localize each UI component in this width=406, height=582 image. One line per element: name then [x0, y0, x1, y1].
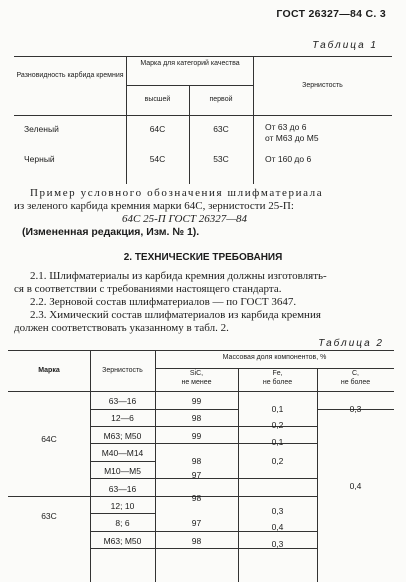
table2-header-fe-sub: не более	[262, 379, 293, 386]
table1-row-high: 64С	[149, 124, 166, 134]
table2-header-c-sub: не более	[340, 379, 371, 386]
table2-sic: 97	[191, 518, 202, 528]
table2-c: 0,3	[349, 404, 362, 414]
table1-row-grit: От 63 до 6	[265, 122, 307, 132]
table2-fe: 0,1	[271, 404, 284, 414]
table2-fe: 0,4	[271, 522, 284, 532]
paragraph-2-3-a: 2.3. Химический состав шлифматериалов из карбида кремния	[30, 309, 321, 321]
table2-sic: 98	[191, 493, 202, 503]
table2-grit: 63—16	[108, 396, 137, 406]
table1-row-kind: Зеленый	[24, 124, 59, 134]
table2-header-c: С,	[352, 370, 359, 377]
table2-header-fe: Fe,	[272, 370, 283, 377]
table2-grit: 12—6	[111, 413, 134, 423]
table2-caption: Таблица 2	[318, 338, 384, 349]
table1-header-high: высшей	[144, 96, 171, 103]
paragraph-2-1-b: ся в соответствии с требованиями настоящего стандарта.	[14, 283, 282, 295]
table1-row-first: 63С	[213, 124, 229, 134]
table2-grit: М40—М14	[101, 448, 144, 458]
table2-grit: М63; М50	[103, 431, 142, 441]
example-line-1: Пример условного обозначения шлифматериала	[30, 187, 324, 199]
table2-header-grit: Зернистость	[102, 367, 143, 374]
table2-grit: М10—М5	[104, 466, 141, 476]
table1-row-high: 54С	[149, 154, 166, 164]
table2-fe: 0,2	[271, 420, 284, 430]
table2-grit: 8; 6	[115, 518, 130, 528]
table1-row-grit: От 160 до 6	[265, 154, 312, 164]
table2-fe: 0,1	[271, 437, 284, 447]
table2-fe: 0,3	[271, 539, 284, 549]
table2-sic: 98	[191, 413, 202, 423]
table2-header-mark: Марка	[38, 367, 60, 374]
table2-grit: 12; 10	[110, 501, 135, 511]
table2-fe: 0,3	[271, 506, 284, 516]
table2-fe: 0,2	[271, 456, 284, 466]
table2-sic: 98	[191, 536, 202, 546]
table1-header-first: первой	[209, 96, 233, 103]
paragraph-2-3-b: должен соответствовать указанному в табл. 2.	[14, 322, 229, 334]
example-line-2: из зеленого карбида кремния марки 64С, зернистости 25-П:	[14, 200, 294, 212]
table2-header-sic: SiC,	[189, 370, 204, 377]
table2-sic: 99	[191, 396, 202, 406]
table1-row-grit-2: от М63 до М5	[265, 133, 319, 143]
table2-header-mass: Массовая доля компонентов, %	[222, 354, 327, 361]
section-title: 2. ТЕХНИЧЕСКИЕ ТРЕБОВАНИЯ	[123, 252, 283, 263]
table1-row-first: 53С	[213, 154, 229, 164]
table2-sic: 97	[191, 470, 202, 480]
table1-header-kind: Разновидность карбида кремния	[16, 72, 124, 79]
table1-row-kind: Черный	[24, 154, 55, 164]
table2-mark-63c: 63С	[41, 511, 57, 521]
table2-mark-64c: 64С	[41, 434, 57, 444]
table2-grit: 63—16	[108, 484, 137, 494]
paragraph-2-2: 2.2. Зерновой состав шлифматериалов — по ГОСТ 3647.	[30, 296, 297, 308]
table1-caption: Таблица 1	[312, 40, 378, 51]
table1-header-grit: Зернистость	[302, 82, 343, 89]
paragraph-2-1-a: 2.1. Шлифматериалы из карбида кремния должны изготовлять-	[30, 270, 327, 282]
table2-c: 0,4	[349, 481, 362, 491]
table2-sic: 99	[191, 431, 202, 441]
page-header: ГОСТ 26327—84 С. 3	[276, 8, 386, 20]
table2-header-sic-sub: не менее	[181, 379, 212, 386]
table2-grit: М63; М50	[103, 536, 142, 546]
table2-sic: 98	[191, 456, 202, 466]
example-designation: 64С 25-П ГОСТ 26327—84	[122, 213, 247, 225]
amendment-note: (Измененная редакция, Изм. № 1).	[22, 226, 200, 238]
table1-header-mark: Марка для категорий качества	[140, 60, 240, 67]
